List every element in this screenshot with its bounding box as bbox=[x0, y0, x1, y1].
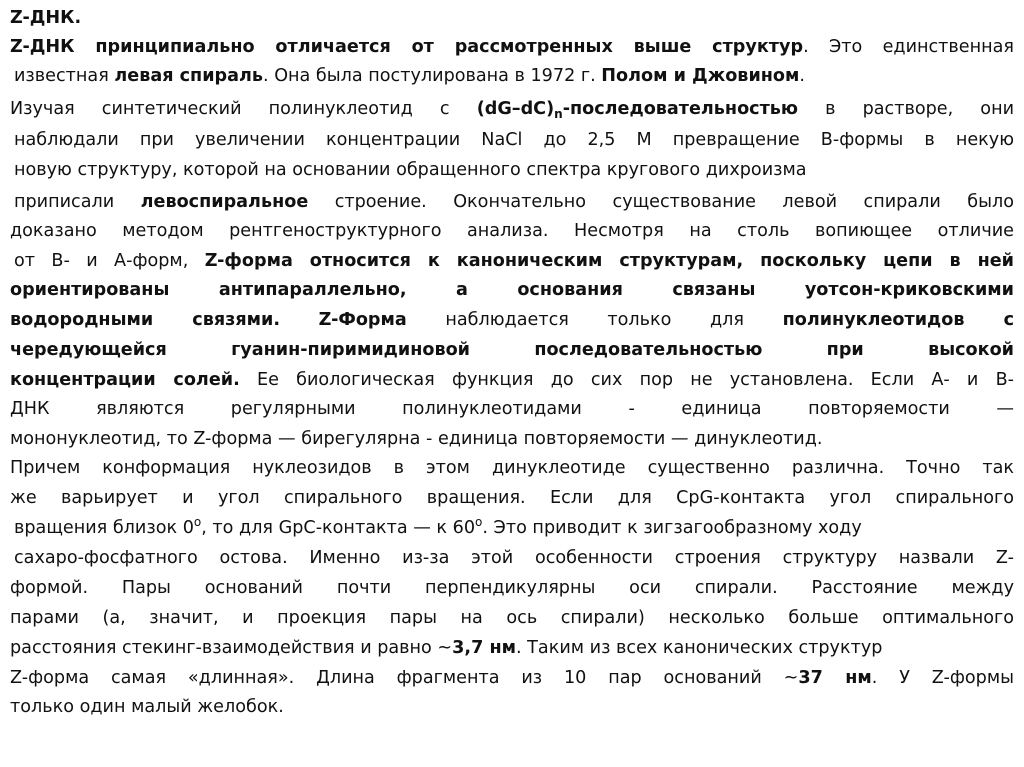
text-line-5 bbox=[14, 156, 1014, 185]
text-line-6 bbox=[14, 188, 1014, 217]
text-line-11 bbox=[10, 336, 1014, 365]
bold-text: 37 нм bbox=[798, 668, 872, 688]
bold-text: Z-Форма bbox=[318, 310, 407, 330]
degree-sign: o bbox=[475, 515, 483, 529]
text: . bbox=[799, 66, 805, 86]
text: приписали bbox=[14, 192, 141, 212]
text-line-10 bbox=[10, 306, 1014, 335]
text-line-1 bbox=[10, 33, 1014, 62]
bold-text: концентрации солей. bbox=[10, 370, 240, 390]
text: Изучая синтетический полинуклеотид с bbox=[10, 99, 477, 119]
text: от В- и А-форм, bbox=[14, 251, 205, 271]
text-line-2 bbox=[14, 62, 1014, 91]
text-line-20 bbox=[10, 604, 1014, 633]
bold-text: Полом и Джовином bbox=[601, 66, 800, 86]
text-line-18 bbox=[14, 544, 1014, 573]
text: . Она была постулирована в 1972 г. bbox=[263, 66, 602, 86]
degree-sign: o bbox=[193, 515, 202, 529]
text-line-9 bbox=[10, 276, 1014, 305]
text: доказано методом рентгеноструктурного анализа. Несмотря на столь вопиющее отличие bbox=[10, 221, 1014, 241]
text: вращения близок 0 bbox=[14, 518, 194, 538]
text: новую структуру, которой на основании обращенного спектра кругового дихроизма bbox=[14, 160, 807, 180]
bold-text: левая спираль bbox=[114, 66, 264, 86]
text: сахаро-фосфатного остова. Именно из-за этой особенности строения структуру назвали Z- bbox=[14, 548, 1014, 568]
bold-text: чередующейся гуанин-пиримидиновой последовательностью при высокой bbox=[10, 340, 1014, 360]
text: . Это единственная bbox=[803, 37, 1014, 57]
text-line-19 bbox=[10, 574, 1014, 603]
text: наблюдается только для bbox=[406, 310, 783, 330]
bold-text: 3,7 нм bbox=[452, 638, 516, 658]
heading-line bbox=[10, 4, 1014, 33]
subscript: n bbox=[554, 107, 563, 121]
text: расстояния стекинг-взаимодействия и равно ~ bbox=[10, 638, 453, 658]
bold-text: Z-форма относится к каноническим структурам, поскольку цепи в ней bbox=[204, 251, 1014, 271]
text-line-13 bbox=[10, 395, 1014, 424]
text: . Таким из всех канонических структур bbox=[516, 638, 883, 658]
text-line-22 bbox=[10, 664, 1014, 693]
text-line-12 bbox=[10, 366, 1014, 395]
text-line-7 bbox=[10, 217, 1014, 246]
document-title: Z-ДНК. bbox=[10, 8, 82, 28]
bold-text: -последовательностью bbox=[562, 99, 799, 119]
text: же варьирует и угол спирального вращения. Если для CpG-контакта угол спирального bbox=[10, 488, 1014, 508]
text: наблюдали при увеличении концентрации NaCl до 2,5 М превращение В-формы в некую bbox=[14, 130, 1014, 150]
bold-text: водородными связями. bbox=[10, 310, 281, 330]
text: мононуклеотид, то Z-форма — бирегулярна - единица повторяемости — динуклеотид. bbox=[10, 429, 823, 449]
text: . У Z-формы bbox=[871, 668, 1014, 688]
text-line-8 bbox=[14, 247, 1014, 276]
text-line-15 bbox=[10, 454, 1014, 483]
text: , то для GpC-контакта — к 60 bbox=[201, 518, 476, 538]
text: только один малый желобок. bbox=[10, 697, 284, 717]
text-line-3 bbox=[10, 95, 1014, 124]
text: Причем конформация нуклеозидов в этом динуклеотиде существенно различна. Точно так bbox=[10, 458, 1014, 478]
text: известная bbox=[14, 66, 115, 86]
text-line-16 bbox=[10, 484, 1014, 513]
bold-text: ориентированы антипараллельно, а основания связаны уотсон-криковскими bbox=[10, 280, 1014, 300]
text-line-14 bbox=[10, 425, 1014, 454]
text: Z-форма самая «длинная». Длина фрагмента из 10 пар оснований ~ bbox=[10, 668, 799, 688]
text-line-17 bbox=[14, 514, 1014, 543]
bold-text: Z-ДНК принципиально отличается от рассмотренных выше структур bbox=[10, 37, 804, 57]
text: Ее биологическая функция до сих пор не установлена. Если А- и В- bbox=[239, 370, 1014, 390]
bold-text: левоспиральное bbox=[140, 192, 309, 212]
text: в растворе, они bbox=[798, 99, 1014, 119]
text bbox=[280, 310, 319, 330]
text-line-23 bbox=[10, 693, 1014, 722]
bold-text: полинуклеотидов с bbox=[782, 310, 1014, 330]
text-line-21 bbox=[10, 634, 1014, 663]
bold-text: (dG–dC) bbox=[476, 99, 555, 119]
text: . Это приводит к зигзагообразному ходу bbox=[482, 518, 862, 538]
text-line-4 bbox=[14, 126, 1014, 155]
text: ДНК являются регулярными полинуклеотидами - единица повторяемости — bbox=[10, 399, 1014, 419]
text: парами (а, значит, и проекция пары на ось спирали) несколько больше оптимального bbox=[10, 608, 1014, 628]
text: строение. Окончательно существование левой спирали было bbox=[308, 192, 1014, 212]
text: формой. Пары оснований почти перпендикулярны оси спирали. Расстояние между bbox=[10, 578, 1014, 598]
